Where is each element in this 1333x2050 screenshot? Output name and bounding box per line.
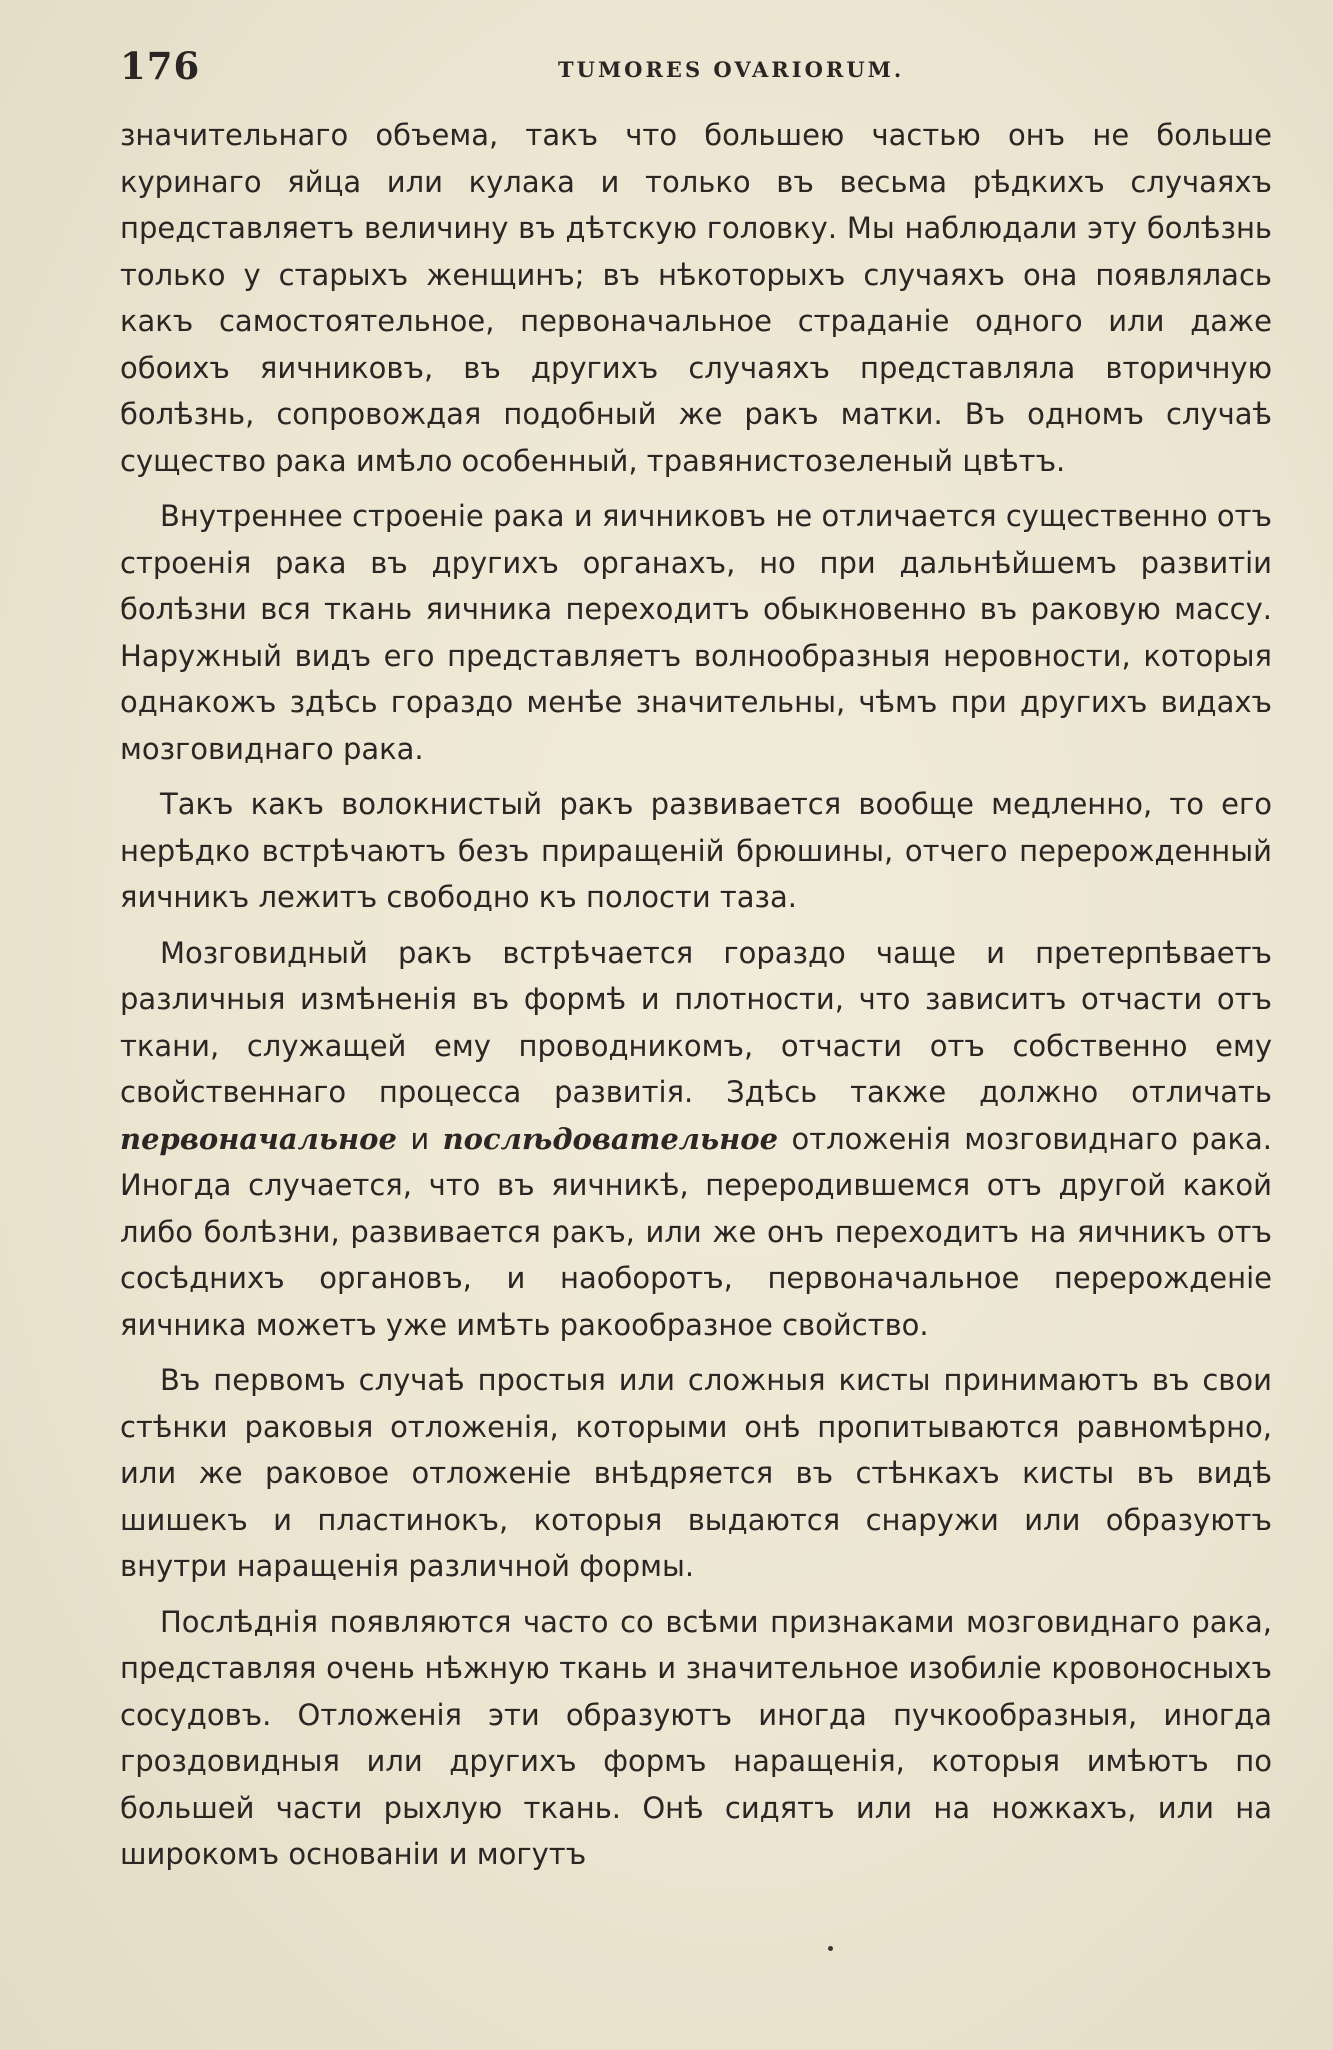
ink-speck <box>828 1946 833 1951</box>
paragraph-4-text-before: Мозговидный ракъ встрѣчается гораздо чаще и претерпѣваетъ различныя измѣненія въ формѣ и плотности, что зависитъ отчасти отъ ткани, служащей ему проводникомъ, отчасти отъ собственно ему свойственнаго процесса развитія. Здѣсь также должно отличать <box>120 935 1272 1109</box>
page-header <box>120 44 1280 94</box>
emphasis-primary: первоначальное <box>120 1121 397 1156</box>
paragraph-4-text-between: и <box>396 1121 443 1156</box>
paragraph-1: значительнаго объема, такъ что большею частью онъ не больше куринаго яйца или кулака и только въ весьма рѣдкихъ случаяхъ представляетъ величину въ дѣтскую головку. Мы наблюдали эту болѣзнь только у старыхъ женщинъ; въ нѣкоторыхъ случаяхъ она появлялась какъ самостоятельное, первоначальное страданіе одного или даже обоихъ яичниковъ, въ другихъ случаяхъ представляла вторичную болѣзнь, сопровождая подобный же ракъ матки. Въ одномъ случаѣ существо рака имѣло особенный, травянистозеленый цвѣтъ. <box>120 118 1272 478</box>
paragraph-6: Послѣднія появляются часто со всѣми признаками мозговиднаго рака, представляя очень нѣжную ткань и значительное изобиліе кровоносныхъ сосудовъ. Отложенія эти образуютъ иногда пучкообразныя, иногда гроздовидныя или другихъ формъ наращенія, которыя имѣютъ по большей части рыхлую ткань. Онѣ сидятъ или на ножкахъ, или на широкомъ основаніи и могутъ <box>120 1604 1272 1871</box>
paragraph-4-text-after: отложенія мозговиднаго рака. Иногда случается, что въ яичникѣ, переродившемся отъ другой какой либо болѣзни, развивается ракъ, или же онъ переходитъ на яичникъ отъ сосѣднихъ органовъ, и наоборотъ, первоначальное перерожденіе яичника можетъ уже имѣть ракообразное свойство. <box>120 1121 1272 1342</box>
paragraph-3: Такъ какъ волокнистый ракъ развивается вообще медленно, то его нерѣдко встрѣчаютъ безъ приращеній брюшины, отчего перерожденный яичникъ лежитъ свободно къ полости таза. <box>120 787 1272 914</box>
paragraph-2: Внутреннее строеніе рака и яичниковъ не отличается существенно отъ строенія рака въ другихъ органахъ, но при дальнѣйшемъ развитіи болѣзни вся ткань яичника переходитъ обыкновенно въ раковую массу. Наружный видъ его представляетъ волнообразныя неровности, которыя однакожъ здѣсь гораздо менѣе значительны, чѣмъ при другихъ видахъ мозговиднаго рака. <box>120 499 1272 766</box>
body-text <box>120 112 1272 1887</box>
paragraph-5: Въ первомъ случаѣ простыя или сложныя кисты принимаютъ въ свои стѣнки раковыя отложенія, которыми онѣ пропитываются равномѣрно, или же раковое отложеніе внѣдряется въ стѣнкахъ кисты въ видѣ шишекъ и пластинокъ, которыя выдаются снаружи или образуютъ внутри наращенія различной формы. <box>120 1363 1272 1583</box>
page-number: 176 <box>120 44 201 88</box>
running-head: TUMORES OVARIORUM. <box>558 57 905 82</box>
emphasis-secondary: послѣдовательное <box>442 1121 779 1156</box>
paragraph-4 <box>120 930 1272 1349</box>
